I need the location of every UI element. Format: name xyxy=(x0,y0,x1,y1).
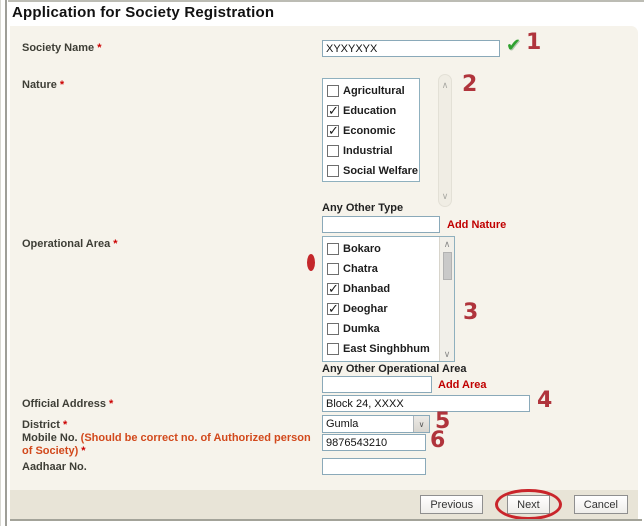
checkbox[interactable] xyxy=(327,85,339,97)
annotation-6: 6 xyxy=(430,428,446,453)
area-option-chatra[interactable]: Chatra xyxy=(323,259,439,279)
annotation-5: 5 xyxy=(435,409,451,434)
annotation-4: 4 xyxy=(537,388,553,413)
annotation-3: 3 xyxy=(463,300,479,325)
nature-option-social-welfare[interactable]: Social Welfare xyxy=(323,161,419,181)
operational-area-listbox xyxy=(322,236,455,362)
area-option-partial[interactable] xyxy=(323,359,439,361)
operational-area-scrollbar[interactable] xyxy=(439,237,454,361)
bottom-divider xyxy=(10,519,642,521)
scroll-up-icon[interactable]: ∧ xyxy=(441,79,449,90)
form-footer xyxy=(10,490,638,519)
scroll-up-icon[interactable]: ∧ xyxy=(443,238,451,249)
required-marker: * xyxy=(109,398,114,410)
required-marker: * xyxy=(81,445,86,457)
official-address-label: Official Address * xyxy=(22,398,114,410)
checkbox[interactable] xyxy=(327,145,339,157)
nature-label: Nature * xyxy=(22,79,65,91)
annotation-1: 1 xyxy=(526,30,542,55)
nature-option-industrial[interactable]: Industrial xyxy=(323,141,419,161)
any-other-type-label: Any Other Type xyxy=(322,202,404,214)
checkbox[interactable] xyxy=(327,343,339,355)
required-marker: * xyxy=(62,419,68,431)
next-button[interactable]: Next xyxy=(507,495,550,514)
society-name-label: Society Name * xyxy=(22,42,102,54)
checkbox[interactable] xyxy=(327,243,339,255)
nature-option-education[interactable]: ✓ Education xyxy=(323,101,419,121)
left-edge-outer xyxy=(0,0,1,526)
red-mark-icon xyxy=(307,254,315,271)
district-label: District * xyxy=(22,419,68,431)
checkbox[interactable] xyxy=(327,303,339,315)
add-nature-link[interactable]: Add Nature xyxy=(447,219,507,231)
mobile-note: (Should be correct no. of Authorized person of Society) xyxy=(22,432,311,457)
checkbox[interactable] xyxy=(327,165,339,177)
checkbox[interactable] xyxy=(327,125,339,137)
chevron-down-icon[interactable]: ∨ xyxy=(413,416,429,432)
official-address-input[interactable] xyxy=(322,395,530,412)
area-option-east-singhbhum[interactable]: East Singhbhum xyxy=(323,339,439,359)
district-select[interactable] xyxy=(322,415,430,433)
cancel-button[interactable]: Cancel xyxy=(574,495,628,514)
area-option-bokaro[interactable]: Bokaro xyxy=(323,239,439,259)
any-other-operational-area-label: Any Other Operational Area xyxy=(322,363,467,375)
add-area-link[interactable]: Add Area xyxy=(438,379,487,391)
left-edge xyxy=(5,0,7,526)
district-selected-value: Gumla xyxy=(326,418,359,430)
nature-option-economic[interactable]: ✓ Economic xyxy=(323,121,419,141)
nature-option-agricultural[interactable]: Agricultural xyxy=(323,81,419,101)
scroll-down-icon[interactable]: ∨ xyxy=(441,190,449,201)
next-button-wrap xyxy=(507,495,550,515)
scroll-down-icon[interactable]: ∨ xyxy=(443,348,451,359)
operational-area-label: Operational Area * xyxy=(22,238,118,250)
area-option-dumka[interactable]: Dumka xyxy=(323,319,439,339)
society-name-input[interactable] xyxy=(322,40,500,57)
annotation-2: 2 xyxy=(462,72,478,97)
nature-section-scrollbar[interactable] xyxy=(438,74,452,207)
area-option-deoghar[interactable]: ✓ Deoghar xyxy=(323,299,439,319)
top-divider xyxy=(8,0,644,2)
mobile-input[interactable] xyxy=(322,434,426,451)
valid-check-icon: ✔ xyxy=(506,35,522,55)
nature-listbox xyxy=(322,78,420,182)
required-marker: * xyxy=(59,79,65,91)
operational-area-options xyxy=(323,237,439,361)
checkbox[interactable] xyxy=(327,105,339,117)
required-marker: * xyxy=(113,238,118,250)
mobile-label: Mobile No. (Should be correct no. of Authorized person of Society) * xyxy=(22,432,311,457)
required-marker: * xyxy=(97,42,102,54)
checkbox[interactable] xyxy=(327,263,339,275)
checkbox[interactable] xyxy=(327,283,339,295)
aadhaar-label: Aadhaar No. xyxy=(22,461,87,473)
page-title: Application for Society Registration xyxy=(12,4,275,21)
form-panel xyxy=(10,26,638,519)
any-other-operational-area-input[interactable] xyxy=(322,376,432,393)
aadhaar-input[interactable] xyxy=(322,458,426,475)
scrollbar-thumb[interactable] xyxy=(443,252,452,280)
area-option-dhanbad[interactable]: ✓ Dhanbad xyxy=(323,279,439,299)
previous-button[interactable]: Previous xyxy=(420,495,483,514)
checkbox[interactable] xyxy=(327,323,339,335)
any-other-type-input[interactable] xyxy=(322,216,440,233)
